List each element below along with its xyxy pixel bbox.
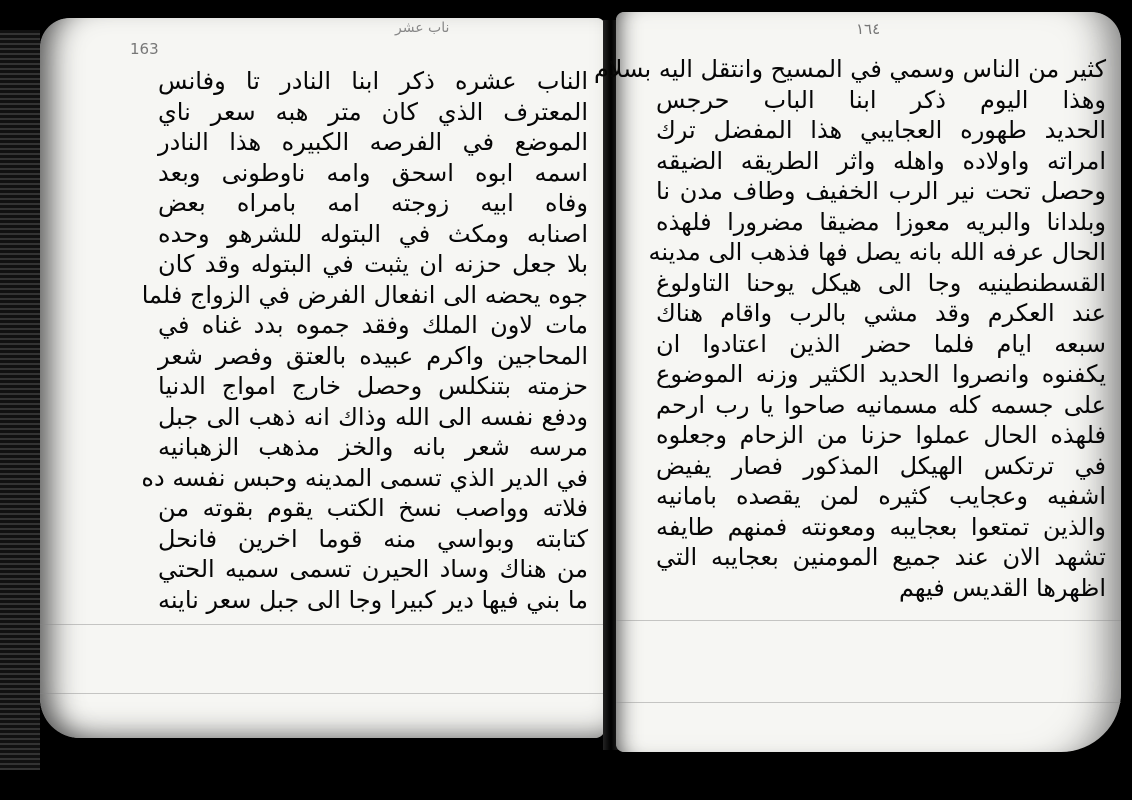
manuscript-line: ما بني فيها دير كبيرا وجا الى جبل سعر ناينه [158,585,588,614]
ruling-line [40,624,605,625]
left-text-block [141,66,588,615]
manuscript-line: على جسمه كله مسمانيه صاحوا يا رب ارحم [656,390,1106,419]
manuscript-line: بلا جعل حزنه ان يثبت في البتوله وقد كان [158,250,588,278]
manuscript-line: اصنابه ومكث في البتوله للشرهو وحده [158,219,588,248]
manuscript-line: الحديد طهوره العجايبي هذا المفضل ترك [656,116,1106,144]
left-folio-number: 163 [130,40,159,58]
manuscript-line: فلهذه الحال عملوا حزنا من الزحام وجعلوه [656,421,1106,449]
manuscript-line: وبلدانا والبريه معوزا مضيقا مضرورا فلهذه [656,207,1106,236]
manuscript-line: تشهد الان عند جميع المومنين بعجايبه التي [656,543,1106,571]
ruling-line [616,702,1121,703]
manuscript-line: الحال عرفه الله بانه يصل فها فذهب الى مدينه [648,238,1106,266]
manuscript-line: وهذا اليوم ذكر ابنا الباب حرجس [656,85,1106,114]
manuscript-line: اشفيه وعجايب كثيره لمن يقصده بامانيه [656,482,1106,510]
manuscript-line: اسمه ابوه اسحق وامه ناوطونى وبعد [158,158,588,187]
manuscript-line: الناب عشره ذكر ابنا النادر تا وفانس [158,67,588,95]
manuscript-line: جوه يحضه الى انفعال الفرض في الزواج فلما [141,280,588,309]
manuscript-line: ودفع نفسه الى الله وذاك انه ذهب الى جبل [158,402,588,431]
manuscript-line: مرسه شعر بانه والخز مذهب الزهبانيه [158,433,588,461]
manuscript-line: عند العكرم وقد مشي بالرب واقام هناك [656,299,1106,327]
manuscript-line: المحاجين واكرم عبيده بالعتق وفصر شعر [158,341,588,370]
manuscript-line: من هناك وساد الحيرن تسمى سميه الحتي [158,555,588,583]
right-folio-number: ١٦٤ [856,20,881,38]
ruling-line [40,693,605,694]
manuscript-line: في ترتكس الهيكل المذكور فصار يفيض [656,451,1106,480]
manuscript-line: كثير من الناس وسمي في المسيح وانتقل اليه بسلام [593,55,1106,83]
manuscript-line: مات لاون الملك وفقد جموه بدد غناه في [158,311,588,339]
manuscript-line: القسطنطينيه وجا الى هيكل يوحنا التاولوغ [656,268,1106,297]
manuscript-line: اظهرها القديس فيهم [898,573,1106,602]
manuscript-line: وفاه ابيه زوجته امه بامراه بعض [158,189,588,217]
manuscript-line: كتابته وبواسي منه قوما اخرين فانحل [158,524,588,553]
ruling-line [616,620,1121,621]
left-page [40,18,605,738]
left-page-heading: ناب عشر [395,20,450,36]
manuscript-line: وحصل تحت نير الرب الخفيف وطاف مدن نا [656,177,1106,205]
book-edge [0,30,40,770]
manuscript-line: والذين تمتعوا بعجايبه ومعونته فمنهم طايفه [656,512,1106,541]
manuscript-line: في الدير الذي تسمى المدينه وحبس نفسه ده [141,463,588,492]
manuscript-line: المعترف الذي كان متر هبه سعر ناي [158,97,588,126]
manuscript-line: الموضع في الفرصه الكبيره هذا النادر [158,128,588,156]
right-text-block [593,54,1106,603]
manuscript-line: فلاته وواصب نسخ الكتب يقوم بقوته من [158,494,588,522]
manuscript-line: سبعه ايام فلما حضر الذين اعتادوا ان [656,329,1106,358]
right-page [593,12,1121,752]
manuscript-line: امراته واولاده واهله واثر الطريقه الضيقه [656,146,1106,175]
manuscript-line: يكفنوه وانصروا الحديد الكثير وزنه الموضوع [656,360,1106,388]
manuscript-line: حزمته بتنكلس وحصل خارج امواج الدنيا [158,372,588,400]
